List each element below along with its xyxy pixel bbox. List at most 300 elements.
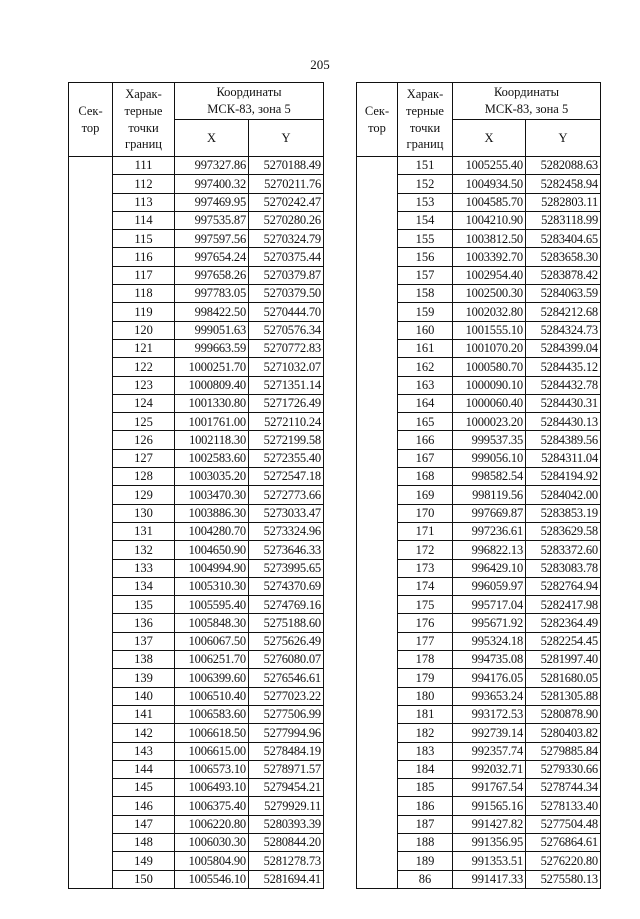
sector-cell — [69, 358, 113, 376]
y-cell: 5273995.65 — [249, 559, 324, 577]
y-cell: 5282417.98 — [526, 596, 601, 614]
table-row — [69, 431, 324, 449]
table-row — [357, 303, 601, 321]
point-cell: 177 — [398, 632, 453, 650]
point-cell: 148 — [113, 833, 175, 851]
x-cell: 1000251.70 — [175, 358, 249, 376]
header-sector-line2: тор — [81, 120, 100, 135]
y-cell: 5270188.49 — [249, 157, 324, 175]
sector-cell — [357, 742, 398, 760]
sector-cell — [357, 394, 398, 412]
y-cell: 5270772.83 — [249, 339, 324, 357]
y-cell: 5280403.82 — [526, 724, 601, 742]
y-cell: 5281305.88 — [526, 687, 601, 705]
x-cell: 1000580.70 — [453, 358, 526, 376]
sector-cell — [357, 559, 398, 577]
point-cell: 140 — [113, 687, 175, 705]
header-point-line3: точки — [128, 120, 159, 135]
table-row — [357, 413, 601, 431]
x-cell: 991353.51 — [453, 852, 526, 870]
header-point-line1: Харак- — [125, 86, 162, 101]
sector-cell — [357, 614, 398, 632]
y-cell: 5283878.42 — [526, 266, 601, 284]
table-row — [69, 852, 324, 870]
sector-cell — [357, 797, 398, 815]
x-cell: 991565.16 — [453, 797, 526, 815]
y-cell: 5283404.65 — [526, 230, 601, 248]
sector-cell — [357, 157, 398, 175]
x-cell: 1000023.20 — [453, 413, 526, 431]
point-cell: 120 — [113, 321, 175, 339]
y-cell: 5282088.63 — [526, 157, 601, 175]
sector-cell — [357, 468, 398, 486]
y-cell: 5284430.31 — [526, 394, 601, 412]
point-cell: 113 — [113, 193, 175, 211]
sector-cell — [69, 486, 113, 504]
x-cell: 997658.26 — [175, 266, 249, 284]
point-cell: 188 — [398, 833, 453, 851]
sector-cell — [357, 541, 398, 559]
sector-cell — [69, 705, 113, 723]
table-row — [357, 779, 601, 797]
y-cell: 5277023.22 — [249, 687, 324, 705]
x-cell: 999051.63 — [175, 321, 249, 339]
y-cell: 5282803.11 — [526, 193, 601, 211]
point-cell: 124 — [113, 394, 175, 412]
table-row — [357, 870, 601, 888]
sector-cell — [69, 504, 113, 522]
y-cell: 5283118.99 — [526, 211, 601, 229]
sector-cell — [69, 852, 113, 870]
point-cell: 175 — [398, 596, 453, 614]
sector-cell — [357, 303, 398, 321]
y-cell: 5275580.13 — [526, 870, 601, 888]
point-cell: 127 — [113, 449, 175, 467]
x-cell: 1001070.20 — [453, 339, 526, 357]
point-cell: 117 — [113, 266, 175, 284]
point-cell: 182 — [398, 724, 453, 742]
point-cell: 184 — [398, 760, 453, 778]
x-cell: 1006583.60 — [175, 705, 249, 723]
table-row — [357, 376, 601, 394]
sector-cell — [357, 577, 398, 595]
point-cell: 142 — [113, 724, 175, 742]
x-cell: 997597.56 — [175, 230, 249, 248]
y-cell: 5279885.84 — [526, 742, 601, 760]
x-cell: 1006375.40 — [175, 797, 249, 815]
table-row — [357, 577, 601, 595]
x-cell: 1003886.30 — [175, 504, 249, 522]
point-cell: 173 — [398, 559, 453, 577]
y-cell: 5280393.39 — [249, 815, 324, 833]
header-coords-line2: МСК-83, зона 5 — [207, 102, 291, 116]
point-cell: 86 — [398, 870, 453, 888]
y-cell: 5283372.60 — [526, 541, 601, 559]
x-cell: 993172.53 — [453, 705, 526, 723]
table-row — [357, 321, 601, 339]
point-cell: 150 — [113, 870, 175, 888]
x-cell: 997654.24 — [175, 248, 249, 266]
coordinates-table-right — [356, 82, 601, 889]
sector-cell — [69, 632, 113, 650]
table-row — [69, 870, 324, 888]
sector-cell — [69, 669, 113, 687]
table-row — [69, 504, 324, 522]
table-row — [357, 596, 601, 614]
sector-cell — [69, 651, 113, 669]
y-cell: 5270576.34 — [249, 321, 324, 339]
x-cell: 1004280.70 — [175, 522, 249, 540]
y-cell: 5280844.20 — [249, 833, 324, 851]
x-cell: 1002032.80 — [453, 303, 526, 321]
table-row — [357, 468, 601, 486]
point-cell: 149 — [113, 852, 175, 870]
point-cell: 159 — [398, 303, 453, 321]
sector-cell — [69, 339, 113, 357]
table-row — [69, 468, 324, 486]
point-cell: 144 — [113, 760, 175, 778]
y-cell: 5284042.00 — [526, 486, 601, 504]
sector-cell — [357, 413, 398, 431]
sector-cell — [69, 211, 113, 229]
table-row — [69, 596, 324, 614]
sector-cell — [357, 339, 398, 357]
y-cell: 5276864.61 — [526, 833, 601, 851]
table-row — [357, 230, 601, 248]
x-cell: 1006618.50 — [175, 724, 249, 742]
sector-cell — [357, 596, 398, 614]
x-cell: 1001555.10 — [453, 321, 526, 339]
table-row — [357, 449, 601, 467]
sector-cell — [69, 394, 113, 412]
point-cell: 125 — [113, 413, 175, 431]
table-row — [69, 577, 324, 595]
x-cell: 1005546.10 — [175, 870, 249, 888]
sector-cell — [69, 431, 113, 449]
point-cell: 115 — [113, 230, 175, 248]
sector-cell — [69, 449, 113, 467]
y-cell: 5284389.56 — [526, 431, 601, 449]
x-cell: 1002583.60 — [175, 449, 249, 467]
x-cell: 991417.33 — [453, 870, 526, 888]
sector-cell — [69, 522, 113, 540]
table-row — [357, 486, 601, 504]
x-cell: 1002500.30 — [453, 285, 526, 303]
y-cell: 5272355.40 — [249, 449, 324, 467]
table-row — [357, 175, 601, 193]
sector-cell — [69, 559, 113, 577]
point-cell: 121 — [113, 339, 175, 357]
x-cell: 1004585.70 — [453, 193, 526, 211]
point-cell: 158 — [398, 285, 453, 303]
y-cell: 5270444.70 — [249, 303, 324, 321]
point-cell: 128 — [113, 468, 175, 486]
y-cell: 5272199.58 — [249, 431, 324, 449]
point-cell: 181 — [398, 705, 453, 723]
y-cell: 5277504.48 — [526, 815, 601, 833]
y-cell: 5271032.07 — [249, 358, 324, 376]
sector-cell — [357, 632, 398, 650]
table-row — [69, 687, 324, 705]
y-cell: 5273324.96 — [249, 522, 324, 540]
sector-cell — [69, 779, 113, 797]
x-cell: 1003470.30 — [175, 486, 249, 504]
y-cell: 5270280.26 — [249, 211, 324, 229]
point-cell: 145 — [113, 779, 175, 797]
table-row — [69, 376, 324, 394]
point-cell: 146 — [113, 797, 175, 815]
sector-cell — [357, 358, 398, 376]
table-row — [357, 339, 601, 357]
point-cell: 135 — [113, 596, 175, 614]
table-row — [357, 815, 601, 833]
y-cell: 5284324.73 — [526, 321, 601, 339]
point-cell: 130 — [113, 504, 175, 522]
x-cell: 1001330.80 — [175, 394, 249, 412]
x-cell: 997535.87 — [175, 211, 249, 229]
y-cell: 5284194.92 — [526, 468, 601, 486]
table-row — [69, 285, 324, 303]
point-cell: 170 — [398, 504, 453, 522]
sector-cell — [357, 815, 398, 833]
y-cell: 5276220.80 — [526, 852, 601, 870]
y-cell: 5283853.19 — [526, 504, 601, 522]
table-row — [69, 266, 324, 284]
table-row — [357, 705, 601, 723]
table-row — [69, 833, 324, 851]
header-point-line4: границ — [406, 137, 444, 152]
header-y: Y — [249, 120, 324, 157]
sector-cell — [69, 833, 113, 851]
sector-cell — [357, 321, 398, 339]
sector-cell — [357, 779, 398, 797]
point-cell: 131 — [113, 522, 175, 540]
x-cell: 991356.95 — [453, 833, 526, 851]
y-cell: 5282458.94 — [526, 175, 601, 193]
table-row — [69, 742, 324, 760]
x-cell: 996059.97 — [453, 577, 526, 595]
y-cell: 5270379.50 — [249, 285, 324, 303]
x-cell: 1003392.70 — [453, 248, 526, 266]
x-cell: 1006030.30 — [175, 833, 249, 851]
header-x: X — [175, 120, 249, 157]
x-cell: 1003812.50 — [453, 230, 526, 248]
header-point-line2: терные — [406, 103, 444, 118]
table-row — [357, 724, 601, 742]
x-cell: 1002118.30 — [175, 431, 249, 449]
sector-cell — [357, 211, 398, 229]
point-cell: 185 — [398, 779, 453, 797]
y-cell: 5276080.07 — [249, 651, 324, 669]
point-cell: 111 — [113, 157, 175, 175]
x-cell: 1004210.90 — [453, 211, 526, 229]
y-cell: 5283083.78 — [526, 559, 601, 577]
x-cell: 1006067.50 — [175, 632, 249, 650]
point-cell: 114 — [113, 211, 175, 229]
x-cell: 997327.86 — [175, 157, 249, 175]
x-cell: 998119.56 — [453, 486, 526, 504]
table-row — [69, 779, 324, 797]
point-cell: 186 — [398, 797, 453, 815]
sector-cell — [69, 175, 113, 193]
x-cell: 1005595.40 — [175, 596, 249, 614]
table-row — [357, 504, 601, 522]
sector-cell — [357, 760, 398, 778]
table-row — [69, 175, 324, 193]
y-cell: 5279330.66 — [526, 760, 601, 778]
x-cell: 1000090.10 — [453, 376, 526, 394]
y-cell: 5281278.73 — [249, 852, 324, 870]
point-cell: 183 — [398, 742, 453, 760]
table-row — [357, 742, 601, 760]
point-cell: 133 — [113, 559, 175, 577]
x-cell: 992739.14 — [453, 724, 526, 742]
sector-cell — [69, 413, 113, 431]
x-cell: 995671.92 — [453, 614, 526, 632]
table-row — [69, 157, 324, 175]
y-cell: 5278744.34 — [526, 779, 601, 797]
sector-cell — [357, 449, 398, 467]
header-coords-line2: МСК-83, зона 5 — [484, 102, 569, 116]
x-cell: 997400.32 — [175, 175, 249, 193]
x-cell: 994176.05 — [453, 669, 526, 687]
table-row — [357, 632, 601, 650]
sector-cell — [357, 669, 398, 687]
x-cell: 1001761.00 — [175, 413, 249, 431]
table-row — [357, 852, 601, 870]
header-boundary-points — [113, 83, 175, 157]
sector-cell — [357, 651, 398, 669]
table-row — [69, 394, 324, 412]
point-cell: 164 — [398, 394, 453, 412]
y-cell: 5281680.05 — [526, 669, 601, 687]
point-cell: 116 — [113, 248, 175, 266]
point-cell: 161 — [398, 339, 453, 357]
x-cell: 996822.13 — [453, 541, 526, 559]
x-cell: 1006399.60 — [175, 669, 249, 687]
header-sector-line1: Сек- — [364, 103, 390, 118]
table-row — [69, 559, 324, 577]
point-cell: 136 — [113, 614, 175, 632]
right-table-body — [357, 157, 601, 889]
header-sector — [69, 83, 113, 157]
point-cell: 137 — [113, 632, 175, 650]
y-cell: 5270211.76 — [249, 175, 324, 193]
point-cell: 189 — [398, 852, 453, 870]
y-cell: 5280878.90 — [526, 705, 601, 723]
x-cell: 997236.61 — [453, 522, 526, 540]
y-cell: 5282764.94 — [526, 577, 601, 595]
x-cell: 1002954.40 — [453, 266, 526, 284]
point-cell: 187 — [398, 815, 453, 833]
y-cell: 5273033.47 — [249, 504, 324, 522]
table-row — [69, 797, 324, 815]
y-cell: 5284311.04 — [526, 449, 601, 467]
table-row — [69, 358, 324, 376]
sector-cell — [69, 687, 113, 705]
header-point-line2: терные — [124, 103, 163, 118]
x-cell: 996429.10 — [453, 559, 526, 577]
table-row — [69, 705, 324, 723]
sector-cell — [69, 724, 113, 742]
point-cell: 172 — [398, 541, 453, 559]
point-cell: 143 — [113, 742, 175, 760]
x-cell: 1006615.00 — [175, 742, 249, 760]
sector-cell — [357, 705, 398, 723]
point-cell: 154 — [398, 211, 453, 229]
left-table-body — [69, 157, 324, 889]
x-cell: 994735.08 — [453, 651, 526, 669]
point-cell: 126 — [113, 431, 175, 449]
sector-cell — [357, 193, 398, 211]
sector-cell — [357, 248, 398, 266]
table-row — [69, 669, 324, 687]
sector-cell — [69, 248, 113, 266]
y-cell: 5271726.49 — [249, 394, 324, 412]
x-cell: 997469.95 — [175, 193, 249, 211]
point-cell: 155 — [398, 230, 453, 248]
sector-cell — [69, 376, 113, 394]
y-cell: 5284063.59 — [526, 285, 601, 303]
y-cell: 5281997.40 — [526, 651, 601, 669]
point-cell: 166 — [398, 431, 453, 449]
table-row — [69, 321, 324, 339]
header-coordinates — [453, 83, 601, 120]
table-row — [357, 394, 601, 412]
table-row — [357, 651, 601, 669]
point-cell: 151 — [398, 157, 453, 175]
table-row — [357, 833, 601, 851]
point-cell: 167 — [398, 449, 453, 467]
sector-cell — [69, 614, 113, 632]
point-cell: 180 — [398, 687, 453, 705]
table-row — [357, 687, 601, 705]
sector-cell — [69, 321, 113, 339]
sector-cell — [357, 376, 398, 394]
x-cell: 1006573.10 — [175, 760, 249, 778]
y-cell: 5281694.41 — [249, 870, 324, 888]
point-cell: 152 — [398, 175, 453, 193]
sector-cell — [357, 175, 398, 193]
sector-cell — [69, 815, 113, 833]
sector-cell — [357, 285, 398, 303]
table-row — [357, 193, 601, 211]
header-sector-line2: тор — [368, 120, 386, 135]
sector-cell — [69, 193, 113, 211]
x-cell: 1006251.70 — [175, 651, 249, 669]
point-cell: 122 — [113, 358, 175, 376]
sector-cell — [69, 797, 113, 815]
header-point-line1: Харак- — [406, 86, 444, 101]
x-cell: 1006510.40 — [175, 687, 249, 705]
sector-cell — [357, 266, 398, 284]
x-cell: 998582.54 — [453, 468, 526, 486]
y-cell: 5283658.30 — [526, 248, 601, 266]
y-cell: 5279454.21 — [249, 779, 324, 797]
x-cell: 1000809.40 — [175, 376, 249, 394]
table-row — [357, 541, 601, 559]
table-row — [69, 760, 324, 778]
table-row — [69, 303, 324, 321]
y-cell: 5283629.58 — [526, 522, 601, 540]
point-cell: 118 — [113, 285, 175, 303]
point-cell: 112 — [113, 175, 175, 193]
point-cell: 171 — [398, 522, 453, 540]
table-row — [357, 559, 601, 577]
y-cell: 5277506.99 — [249, 705, 324, 723]
header-x: X — [453, 120, 526, 157]
point-cell: 157 — [398, 266, 453, 284]
